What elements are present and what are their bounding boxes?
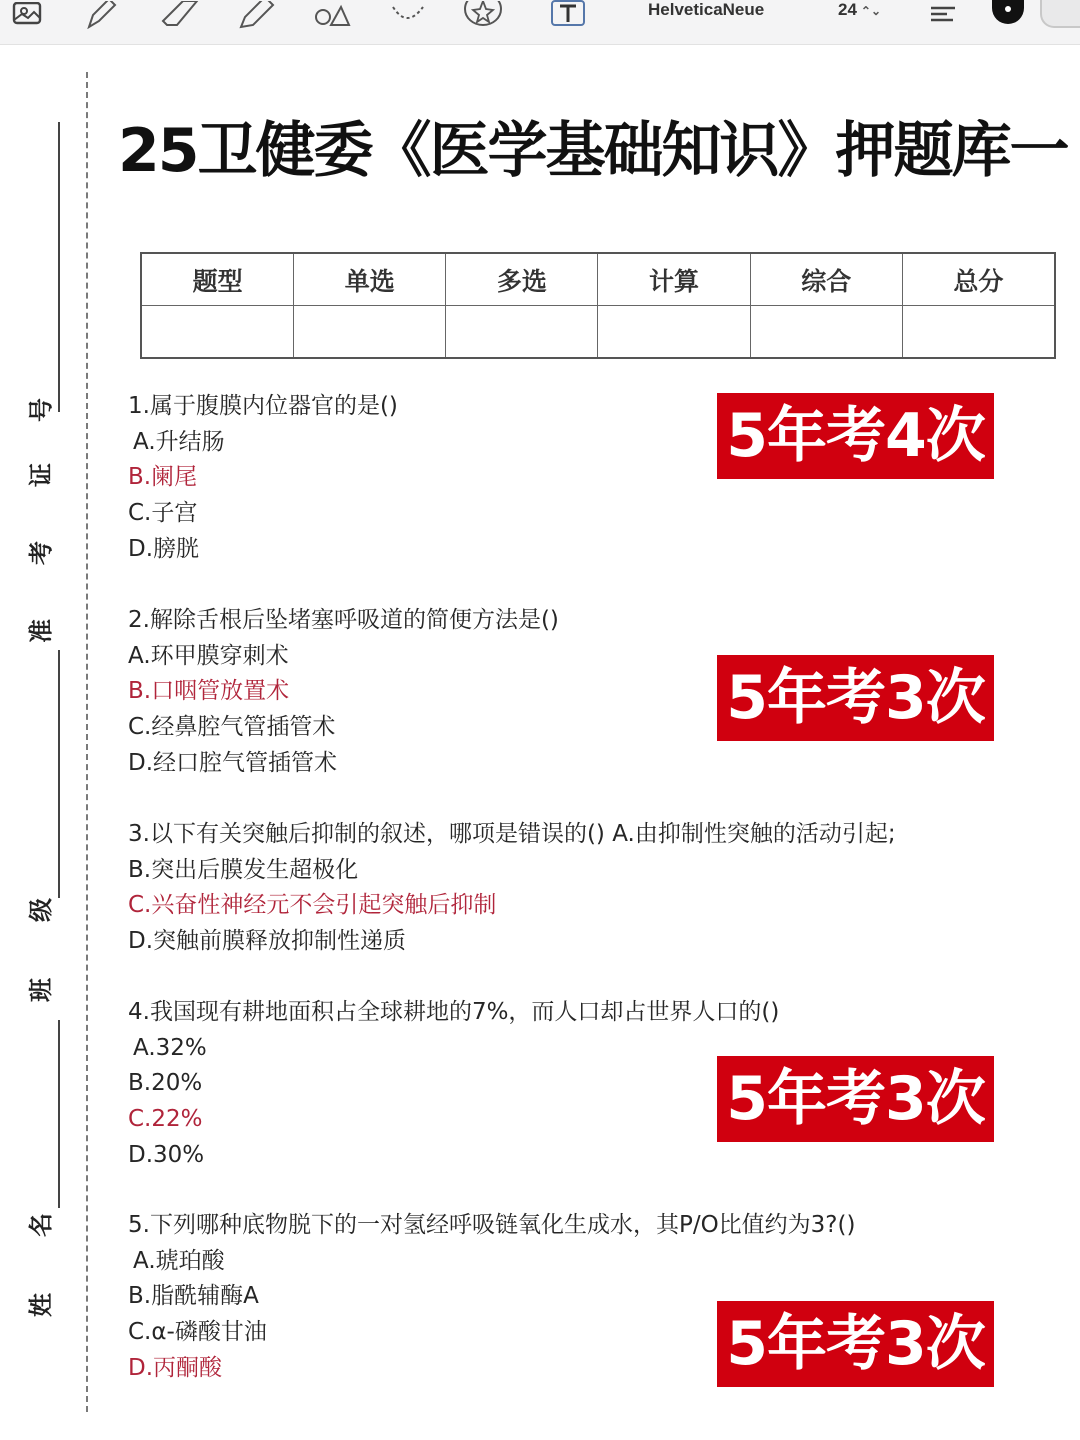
option: A.琥珀酸 <box>133 1247 225 1274</box>
pen-icon[interactable] <box>80 0 120 30</box>
table-row <box>141 306 1055 359</box>
question-2 <box>128 603 559 781</box>
binding-dashed-line <box>86 72 88 1412</box>
class-underline <box>58 650 60 898</box>
question-4 <box>128 995 779 1173</box>
question-1 <box>128 389 398 567</box>
question-3 <box>128 817 896 960</box>
question-stem: 3.以下有关突触后抑制的叙述，哪项是错误的() A.由抑制性突触的活动引起; <box>128 821 896 847</box>
table-cell <box>598 306 750 359</box>
text-icon[interactable] <box>548 0 588 30</box>
question-stem: 1.属于腹膜内位器官的是() <box>128 393 398 419</box>
question-stem: 5.下列哪种底物脱下的一对氢经呼吸链氧化生成水，其P/O比值约为3?() <box>128 1212 856 1238</box>
stepper-arrows-icon: ⌃⌄ <box>860 4 882 18</box>
font-size-selector[interactable] <box>838 0 881 20</box>
frequency-badge: 5年考3次 <box>717 1301 994 1387</box>
option: A.环甲膜穿刺术 <box>128 642 289 669</box>
option: D.膀胱 <box>128 535 200 562</box>
frequency-badge: 5年考4次 <box>717 393 994 479</box>
table-header-row <box>141 253 1055 306</box>
sidebar-label-char: 考 <box>26 541 55 565</box>
sidebar-label-char: 级 <box>26 898 55 922</box>
question-stem: 2.解除舌根后坠堵塞呼吸道的简便方法是() <box>128 607 559 633</box>
frequency-badge: 5年考3次 <box>717 655 994 741</box>
page-title: 25卫健委《医学基础知识》押题库一 <box>118 116 1068 186</box>
option: B.20% <box>128 1070 203 1097</box>
table-header-cell: 综合 <box>750 253 902 306</box>
eraser-icon[interactable] <box>156 0 202 30</box>
table-header-cell: 题型 <box>141 253 294 306</box>
option: D.突触前膜释放抑制性递质 <box>128 928 407 955</box>
shapes-icon[interactable] <box>308 0 354 30</box>
color-picker-button[interactable] <box>992 0 1024 24</box>
frequency-badge: 5年考3次 <box>717 1056 994 1142</box>
name-underline <box>58 1020 60 1208</box>
option: C.子宫 <box>128 500 198 527</box>
table-cell <box>902 306 1055 359</box>
table-cell <box>750 306 902 359</box>
toolbar <box>0 0 1080 45</box>
table-cell <box>294 306 446 359</box>
table-header-cell: 多选 <box>446 253 598 306</box>
option: A.升结肠 <box>133 428 225 455</box>
sidebar-label-char: 班 <box>26 978 55 1002</box>
option-correct: B.口咽管放置术 <box>128 678 290 705</box>
sidebar-label-char: 名 <box>26 1213 55 1237</box>
option-correct: D.丙酮酸 <box>128 1354 223 1381</box>
sidebar-label-char: 号 <box>26 398 55 422</box>
sticker-icon[interactable] <box>460 0 506 30</box>
image-icon[interactable] <box>8 0 48 30</box>
lasso-icon[interactable] <box>386 0 432 30</box>
option-correct: C.兴奋性神经元不会引起突触后抑制 <box>128 892 497 919</box>
option: D.30% <box>128 1141 205 1168</box>
highlighter-icon[interactable] <box>234 0 280 30</box>
toolbar-tab[interactable] <box>1040 0 1080 28</box>
exam-id-underline <box>58 122 60 412</box>
font-size-value: 24 <box>838 0 857 19</box>
font-name-selector[interactable]: HelveticaNeue <box>648 0 765 19</box>
sidebar-label-char: 姓 <box>26 1293 55 1317</box>
option: B.突出后膜发生超极化 <box>128 856 359 883</box>
sidebar-label-char: 证 <box>26 463 55 487</box>
score-table <box>140 252 1056 359</box>
table-cell <box>446 306 598 359</box>
option: D.经口腔气管插管术 <box>128 749 338 776</box>
question-stem: 4.我国现有耕地面积占全球耕地的7%，而人口却占世界人口的() <box>128 999 780 1025</box>
table-header-cell: 单选 <box>294 253 446 306</box>
table-header-cell: 总分 <box>902 253 1055 306</box>
option-correct: C.22% <box>128 1106 203 1133</box>
option: A.32% <box>133 1034 207 1061</box>
option: B.脂酰辅酶A <box>128 1283 259 1310</box>
option: C.α-磷酸甘油 <box>128 1319 267 1346</box>
table-cell <box>141 306 294 359</box>
option: C.经鼻腔气管插管术 <box>128 714 336 741</box>
table-header-cell: 计算 <box>598 253 750 306</box>
option-correct: B.阑尾 <box>128 464 198 491</box>
sidebar-label-char: 准 <box>26 619 55 643</box>
align-icon[interactable] <box>926 0 960 30</box>
